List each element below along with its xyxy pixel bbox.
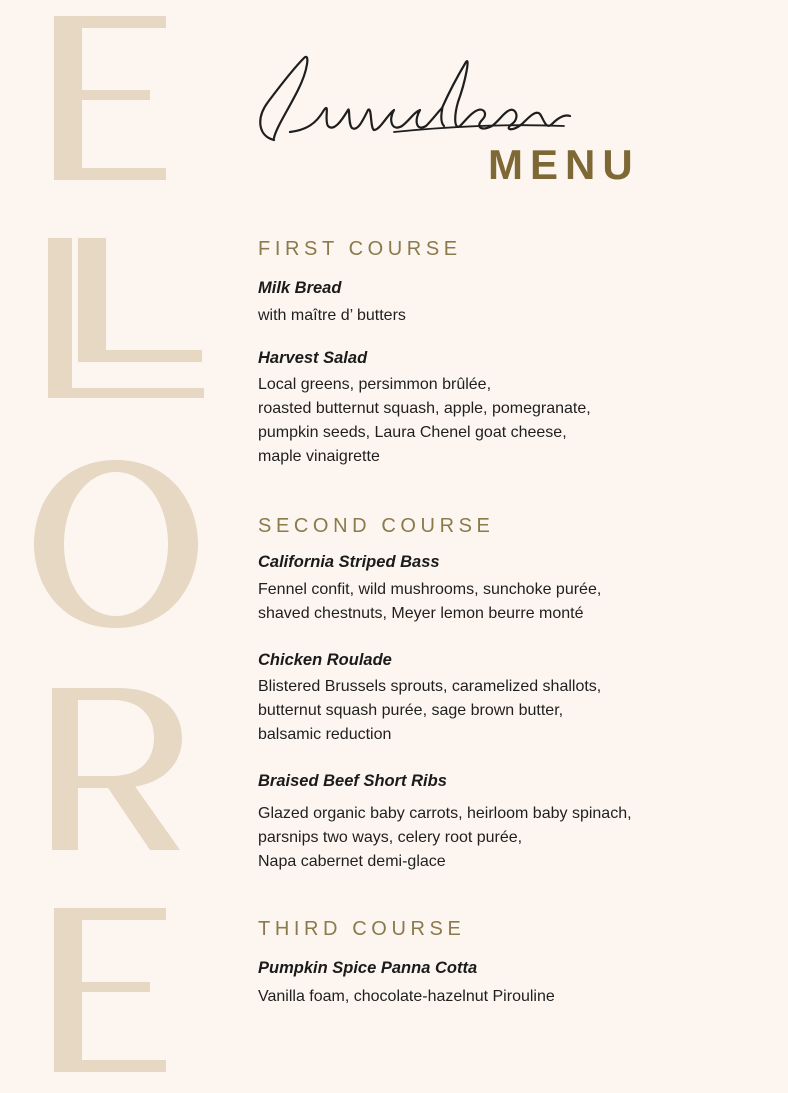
- course-heading-second: SECOND COURSE: [258, 515, 495, 537]
- dish-description: [258, 675, 601, 747]
- dish-description: [258, 373, 591, 469]
- brand-letter-e-top: [54, 16, 166, 180]
- dish-description: [258, 985, 555, 1009]
- dish-description-line: balsamic reduction: [258, 726, 392, 743]
- brand-logo: [0, 0, 230, 1088]
- dish-name: Pumpkin Spice Panna Cotta: [258, 959, 478, 977]
- dish-description-line: butternut squash purée, sage brown butter,: [258, 702, 564, 719]
- menu-title: MENU: [488, 141, 640, 188]
- dish-description: [258, 802, 632, 874]
- dish-description-line: Local greens, persimmon brûlée,: [258, 376, 492, 393]
- brand-letter-e-bottom: [54, 908, 166, 1072]
- brand-letter-l-front: [78, 238, 202, 362]
- dish-name: Chicken Roulade: [258, 651, 392, 669]
- dish-name: California Striped Bass: [258, 553, 440, 571]
- brand-letter-l-back: [48, 238, 204, 398]
- dish-description-line: roasted butternut squash, apple, pomegranate,: [258, 400, 591, 417]
- brand-letter-r: [52, 688, 182, 850]
- dish-name: Milk Bread: [258, 279, 342, 297]
- dish-description-line: shaved chestnuts, Meyer lemon beurre monté: [258, 605, 584, 622]
- course-heading-first: FIRST COURSE: [258, 238, 462, 260]
- dish-description-line: pumpkin seeds, Laura Chenel goat cheese,: [258, 424, 567, 441]
- brand-letters-graphic: [0, 0, 230, 1088]
- dish-description-line: parsnips two ways, celery root purée,: [258, 829, 523, 846]
- brand-letter-o: [34, 460, 198, 628]
- dish-description: [258, 578, 601, 626]
- dish-description: [258, 304, 406, 328]
- dish-description-line: Blistered Brussels sprouts, caramelized shallots,: [258, 678, 602, 695]
- dish-description-line: Fennel confit, wild mushrooms, sunchoke purée,: [258, 581, 602, 598]
- dish-name: Braised Beef Short Ribs: [258, 772, 447, 790]
- dish-name: Harvest Salad: [258, 349, 368, 367]
- dish-description-line: Napa cabernet demi-glace: [258, 853, 446, 870]
- dish-description-line: maple vinaigrette: [258, 448, 380, 465]
- course-heading-third: THIRD COURSE: [258, 918, 466, 940]
- dish-description-line: with maître d’ butters: [258, 307, 406, 324]
- dish-description-line: Vanilla foam, chocolate-hazelnut Pirouline: [258, 988, 555, 1005]
- dish-description-line: Glazed organic baby carrots, heirloom baby spinach,: [258, 805, 632, 822]
